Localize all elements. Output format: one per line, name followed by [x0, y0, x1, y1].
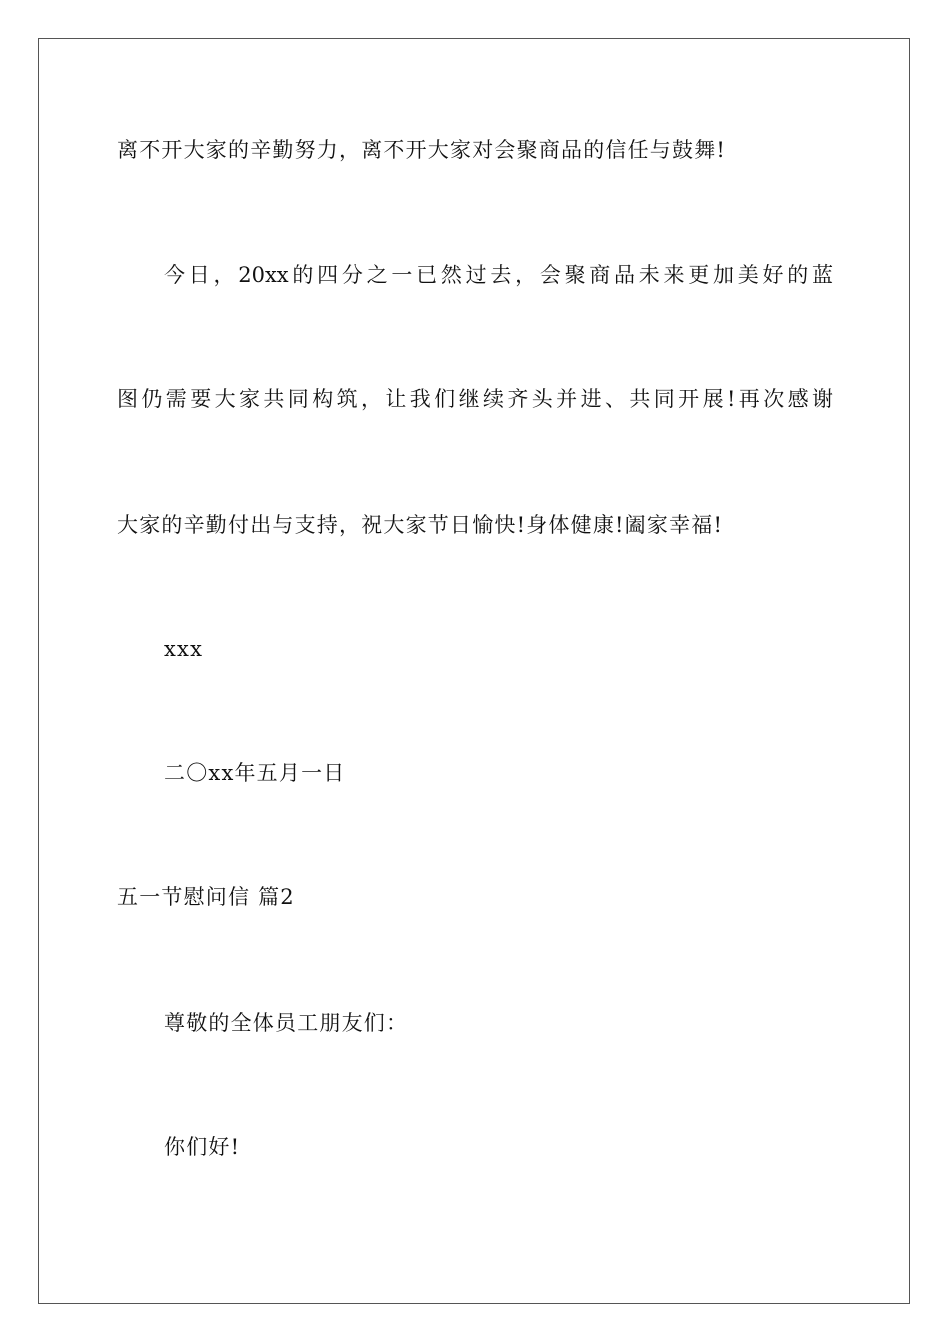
- salutation: 尊敬的全体员工朋友们：: [164, 1011, 409, 1035]
- greeting: 你们好!: [164, 1135, 241, 1159]
- body-paragraph-line: 大家的辛勤付出与支持，祝大家节日愉快!身体健康!阖家幸福!: [117, 513, 724, 537]
- section-heading: 五一节慰问信 篇2: [117, 885, 295, 909]
- body-paragraph-line: 离不开大家的辛勤努力，离不开大家对会聚商品的信任与鼓舞!: [117, 138, 727, 162]
- body-paragraph-line: 图仍需要大家共同构筑，让我们继续齐头并进、共同开展!再次感谢: [117, 387, 833, 411]
- signature-name: xxx: [164, 637, 204, 661]
- letter-date: 二〇xx年五月一日: [164, 761, 346, 785]
- page-frame: [38, 38, 910, 1304]
- body-paragraph-line: 今日，20xx的四分之一已然过去，会聚商品未来更加美好的蓝: [164, 263, 833, 287]
